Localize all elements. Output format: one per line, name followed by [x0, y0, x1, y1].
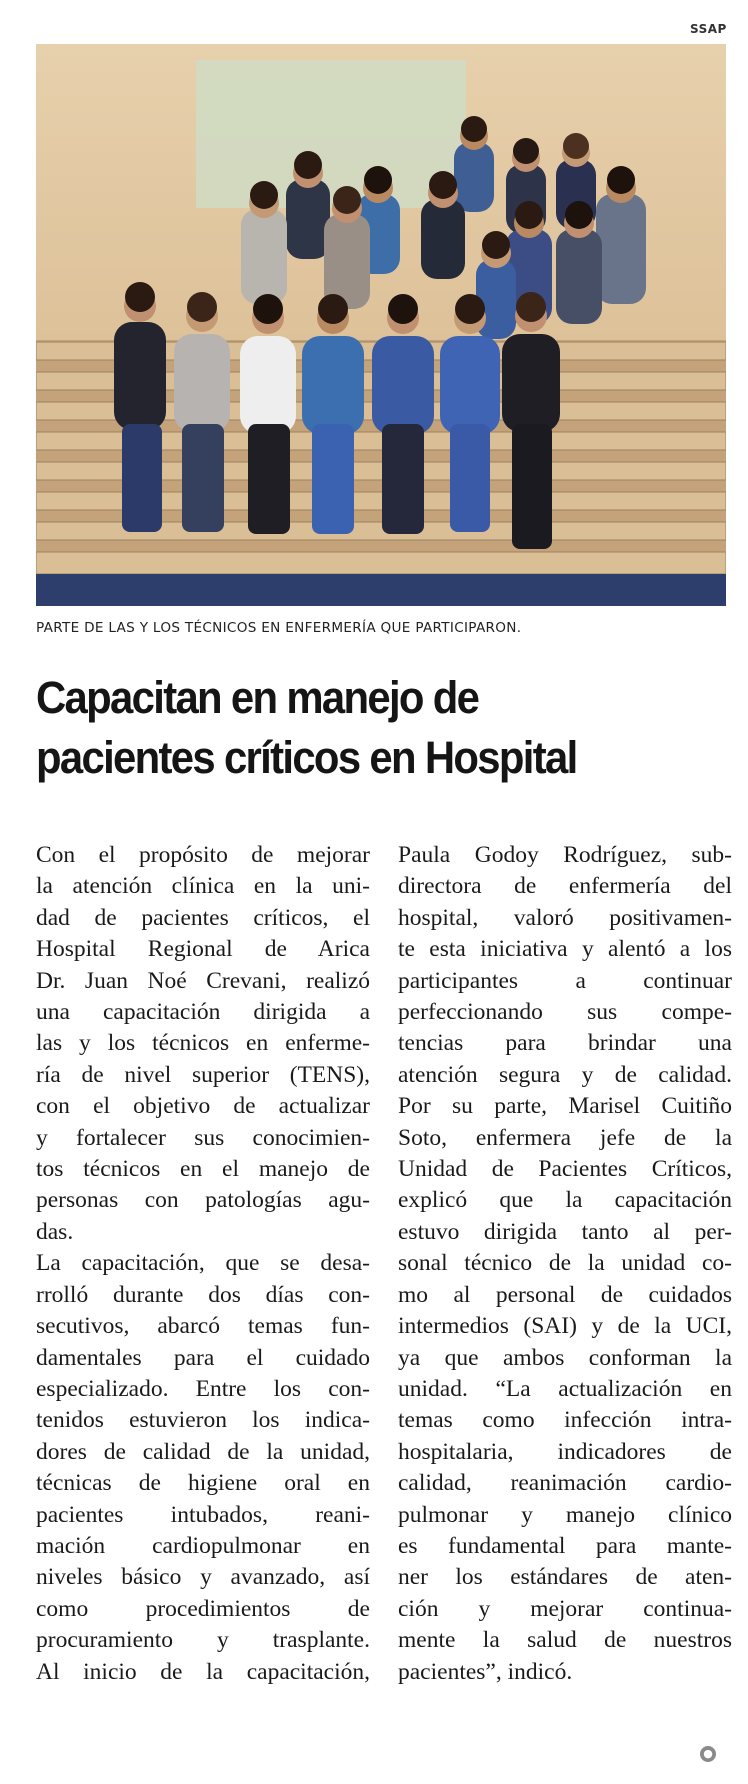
body-line: tenidos estuvieron los indica- — [36, 1407, 370, 1434]
body-line: niveles básico y avanzado, así — [36, 1564, 370, 1591]
body-line: Dr. Juan Noé Crevani, realizó — [36, 967, 370, 994]
body-line: intermedios (SAI) y de la UCI, — [398, 1313, 732, 1340]
body-line: es fundamental para mante- — [398, 1532, 732, 1559]
article-headline — [36, 668, 687, 788]
body-line: Unidad de Pacientes Críticos, — [398, 1156, 732, 1183]
body-line: pulmonar y manejo clínico — [398, 1501, 732, 1528]
body-line: temas como infección intra- — [398, 1407, 732, 1434]
body-line: tencias para brindar una — [398, 1030, 732, 1057]
headline-line: Capacitan en manejo de — [36, 672, 479, 723]
body-line: dores de calidad de la unidad, — [36, 1438, 370, 1465]
body-line: pacientes intubados, reani- — [36, 1501, 370, 1528]
body-line: mente la salud de nuestros — [398, 1627, 732, 1654]
body-line: Soto, enfermera jefe de la — [398, 1124, 732, 1151]
body-line: participantes a continuar — [398, 967, 732, 994]
body-line: ción y mejorar continua- — [398, 1595, 732, 1622]
body-line: ya que ambos conforman la — [398, 1344, 732, 1371]
body-line: Paula Godoy Rodríguez, sub- — [398, 842, 732, 868]
body-line: calidad, reanimación cardio- — [398, 1470, 732, 1497]
body-line: unidad. “La actualización en — [398, 1375, 732, 1402]
headline-line: pacientes críticos en Hospital — [36, 732, 577, 783]
article-body-right-column — [398, 840, 732, 1688]
body-line: ner los estándares de aten- — [398, 1564, 732, 1591]
body-line: tos técnicos en el manejo de — [36, 1156, 370, 1183]
body-line: atención segura y de calidad. — [398, 1061, 732, 1088]
body-line: Al inicio de la capacitación, — [36, 1658, 370, 1685]
circle-end-icon: ● — [700, 1746, 716, 1762]
photo-caption: PARTE DE LAS Y LOS TÉCNICOS EN ENFERMERÍA QUE PARTICIPARON. — [36, 620, 522, 636]
body-line: mación cardiopulmonar en — [36, 1532, 370, 1559]
body-line: rrolló durante dos días con- — [36, 1281, 370, 1308]
body-line: técnicas de higiene oral en — [36, 1470, 370, 1497]
body-line: una capacitación dirigida a — [36, 999, 370, 1026]
body-line: La capacitación, que se desa- — [36, 1250, 370, 1277]
body-line: con el objetivo de actualizar — [36, 1093, 370, 1120]
body-line: hospitalaria, indicadores de — [398, 1438, 732, 1465]
body-line: especializado. Entre los con- — [36, 1375, 370, 1402]
body-line: las y los técnicos en enferme- — [36, 1030, 370, 1057]
body-line: y fortalecer sus conocimien- — [36, 1124, 370, 1151]
body-line: directora de enfermería del — [398, 873, 732, 900]
body-line: mo al personal de cuidados — [398, 1281, 732, 1308]
body-line: damentales para el cuidado — [36, 1344, 370, 1371]
photo-credit: SSAP — [690, 22, 727, 36]
body-line: Hospital Regional de Arica — [36, 936, 370, 963]
body-line: la atención clínica en la uni- — [36, 873, 370, 900]
body-line: te esta iniciativa y alentó a los — [398, 936, 732, 963]
body-line: ría de nivel superior (TENS), — [36, 1061, 370, 1088]
body-line: estuvo dirigida tanto al per- — [398, 1218, 732, 1245]
body-line: Por su parte, Marisel Cuitiño — [398, 1093, 732, 1120]
body-line: dad de pacientes críticos, el — [36, 904, 370, 931]
body-line: perfeccionando sus compe- — [398, 999, 732, 1026]
body-line: sonal técnico de la unidad co- — [398, 1250, 732, 1277]
body-line: hospital, valoró positivamen- — [398, 904, 732, 931]
article-body-left-column — [36, 840, 370, 1688]
body-line: personas con patologías agu- — [36, 1187, 370, 1214]
body-line: explicó que la capacitación — [398, 1187, 732, 1214]
body-line: das. — [36, 1218, 74, 1245]
body-line: como procedimientos de — [36, 1595, 370, 1622]
body-line: Con el propósito de mejorar — [36, 842, 370, 868]
group-photo — [36, 44, 726, 606]
body-line: procuramiento y trasplante. — [36, 1627, 370, 1654]
body-line: secutivos, abarcó temas fun- — [36, 1313, 370, 1340]
body-line: pacientes”, indicó. — [398, 1658, 573, 1685]
